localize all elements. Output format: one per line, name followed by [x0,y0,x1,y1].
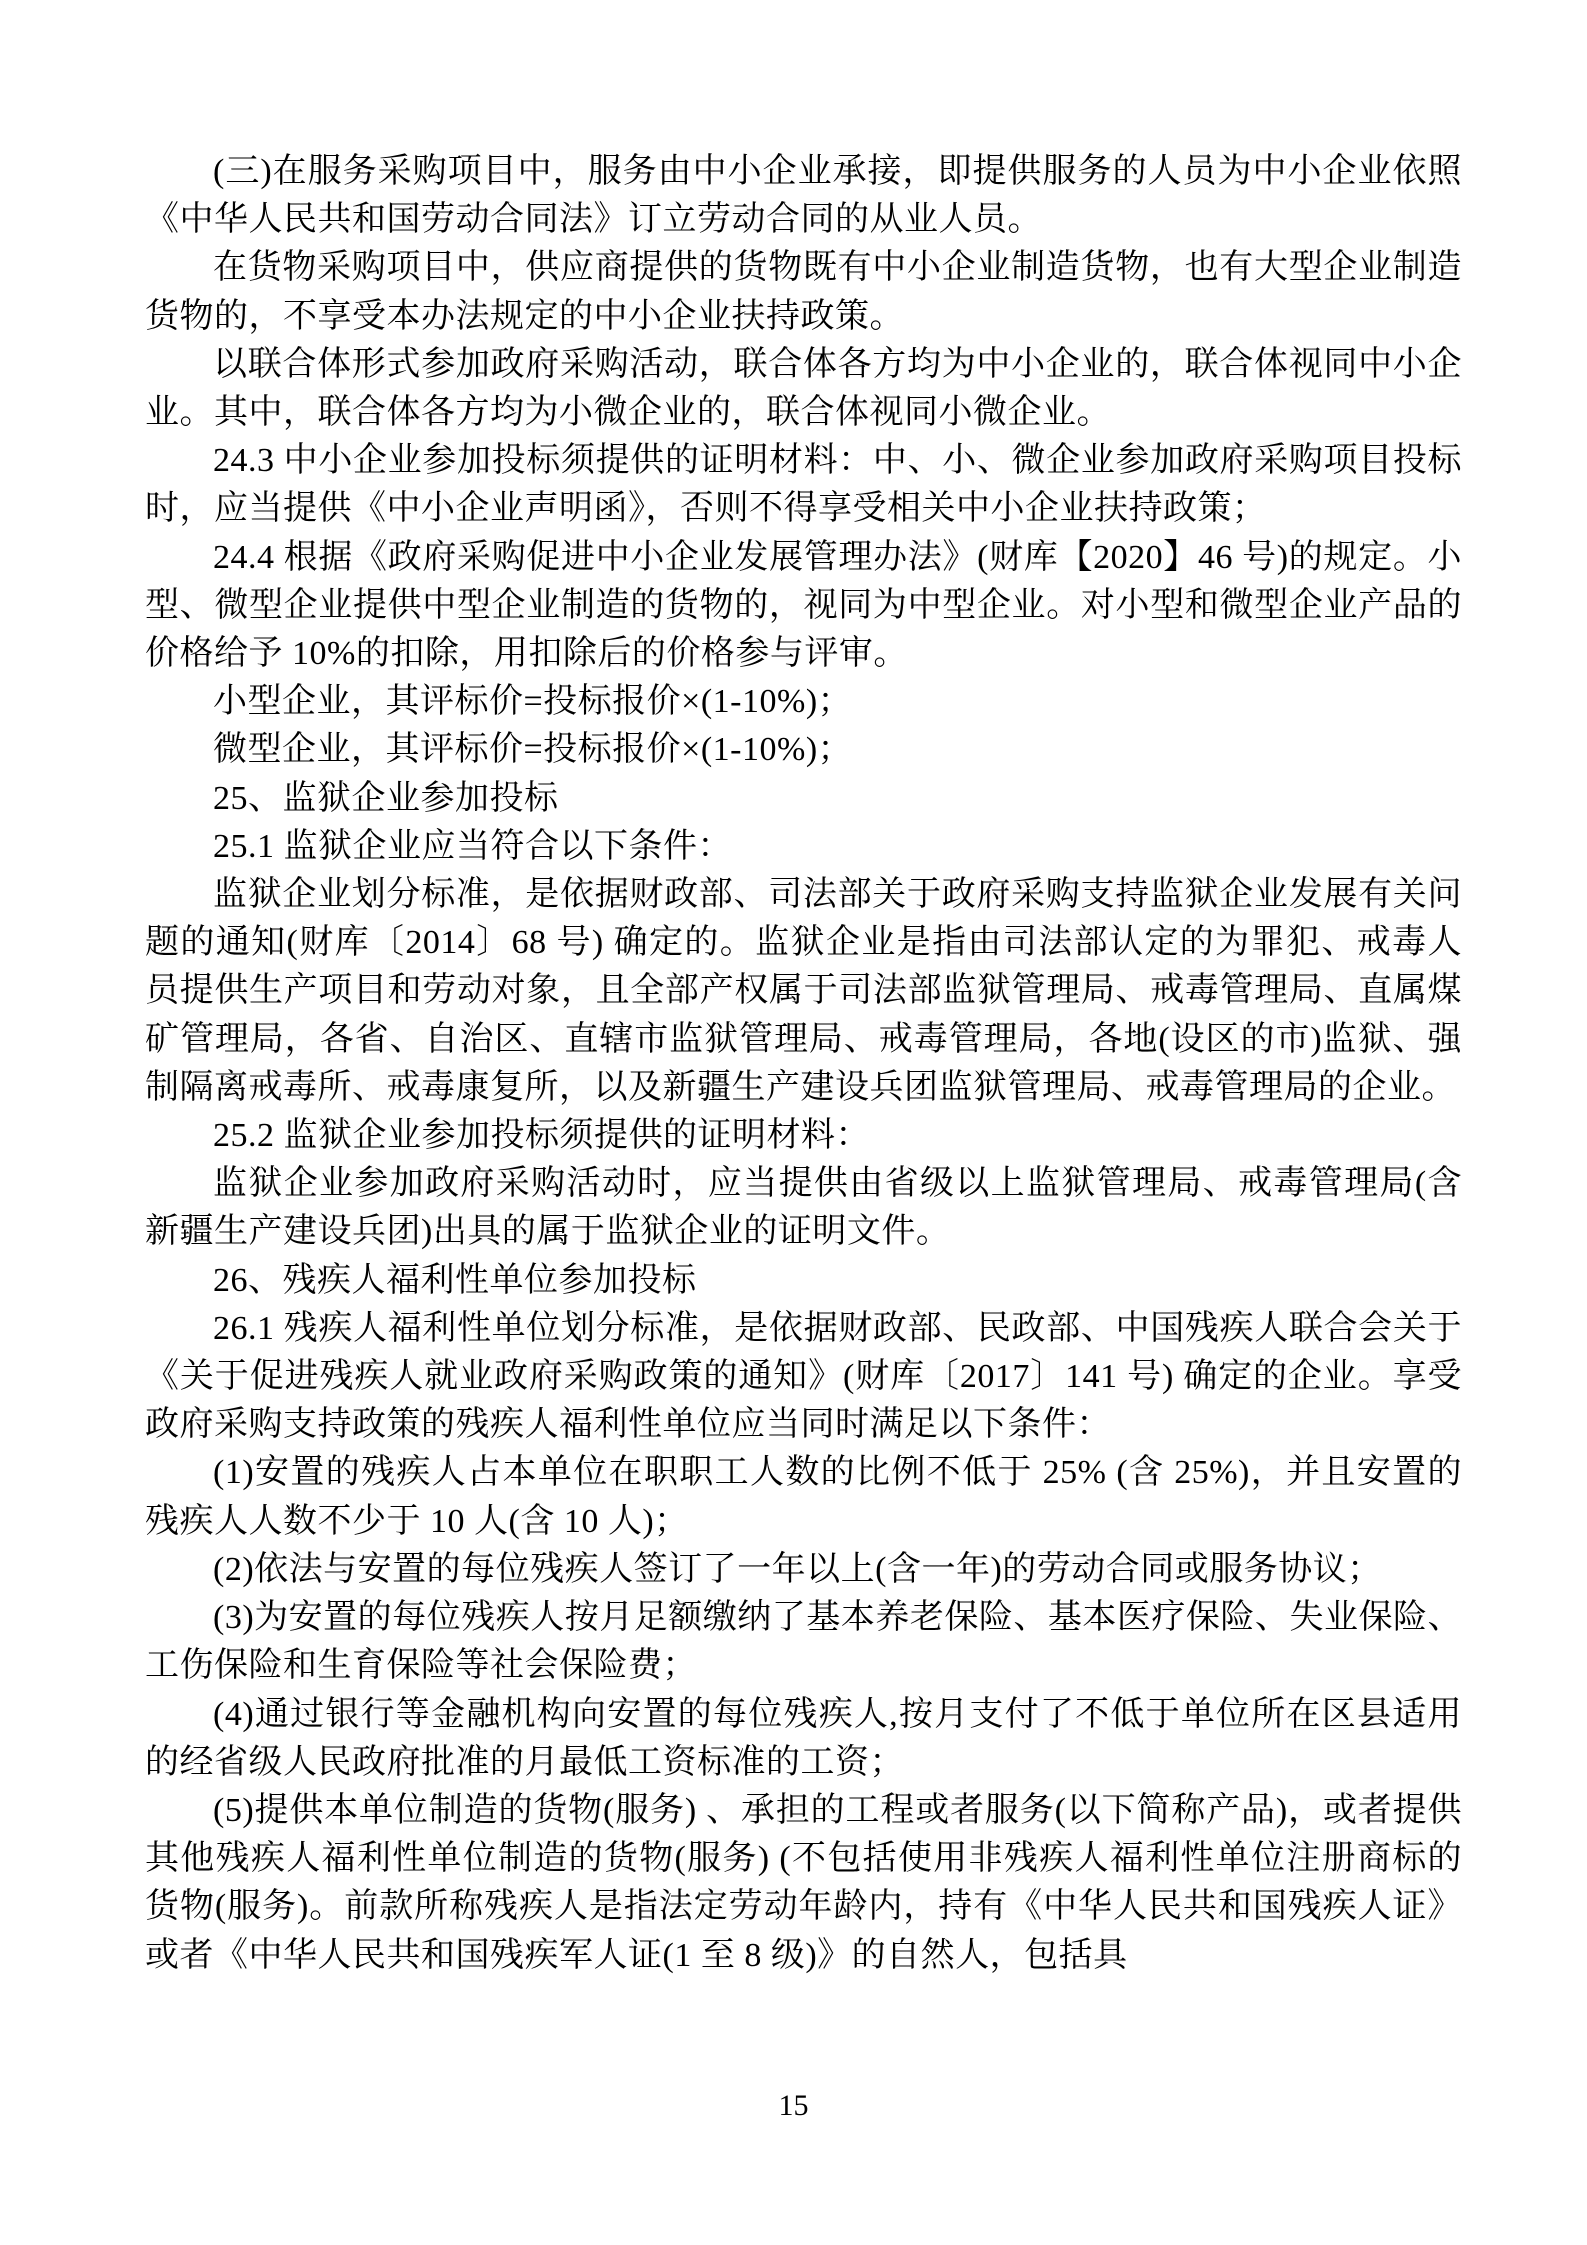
paragraph-clause-24-4: 24.4 根据《政府采购促进中小企业发展管理办法》(财库【2020】46 号)的规定。小型、微型企业提供中型企业制造的货物的，视同为中型企业。对小型和微型企业产品的价格给予 10%的扣除，用扣除后的价格参与评审。 [145,538,1462,673]
paragraph-consortium: 以联合体形式参加政府采购活动，联合体各方均为中小企业的，联合体视同中小企业。其中，联合体各方均为小微企业的，联合体视同小微企业。 [145,345,1462,432]
paragraph-condition-2: (2)依法与安置的每位残疾人签订了一年以上(含一年)的劳动合同或服务协议； [213,1550,1382,1588]
paragraph-condition-3: (3)为安置的每位残疾人按月足额缴纳了基本养老保险、基本医疗保险、失业保险、工伤保险和生育保险等社会保险费； [145,1599,1462,1685]
paragraph-condition-5: (5)提供本单位制造的货物(服务) 、承担的工程或者服务(以下简称产品)，或者提供其他残疾人福利性单位制造的货物(服务) (不包括使用非残疾人福利性单位注册商标的货物(服务)。前款所称残疾人是指法定劳动年龄内，持有《中华人民共和国残疾人证》或者《中华人民共和国残疾军人证(1 至 8 级)》的自然人，包括具 [145,1791,1462,1974]
heading-clause-26: 26、残疾人福利性单位参加投标 [213,1261,697,1299]
paragraph-condition-1: (1)安置的残疾人占本单位在职职工人数的比例不低于 25% (含 25%)，并且安置的残疾人人数不少于 10 人(含 10 人)； [145,1454,1462,1540]
paragraph-prison-enterprise-certificate: 监狱企业参加政府采购活动时，应当提供由省级以上监狱管理局、戒毒管理局(含新疆生产建设兵团)出具的属于监狱企业的证明文件。 [145,1165,1462,1251]
page-number: 15 [778,2089,809,2122]
paragraph-goods-procurement: 在货物采购项目中，供应商提供的货物既有中小企业制造货物，也有大型企业制造货物的，不享受本办法规定的中小企业扶持政策。 [145,249,1462,335]
document-body [145,148,1462,1980]
paragraph-small-enterprise-formula: 小型企业，其评标价=投标报价×(1-10%)； [213,683,853,721]
paragraph-clause-26-1: 26.1 残疾人福利性单位划分标准，是依据财政部、民政部、中国残疾人联合会关于《关于促进残疾人就业政府采购政策的通知》(财库〔2017〕141 号) 确定的企业。享受政府采购支持政策的残疾人福利性单位应当同时满足以下条件： [145,1309,1462,1444]
paragraph-clause-25-1: 25.1 监狱企业应当符合以下条件： [213,827,732,865]
paragraph-condition-4: (4)通过银行等金融机构向安置的每位残疾人,按月支付了不低于单位所在区县适用的经省级人民政府批准的月最低工资标准的工资； [145,1695,1462,1781]
paragraph-clause-24-3: 24.3 中小企业参加投标须提供的证明材料：中、小、微企业参加政府采购项目投标时，应当提供《中小企业声明函》，否则不得享受相关中小企业扶持政策； [145,442,1462,528]
paragraph-micro-enterprise-formula: 微型企业，其评标价=投标报价×(1-10%)； [213,731,853,769]
paragraph-prison-enterprise-definition: 监狱企业划分标准，是依据财政部、司法部关于政府采购支持监狱企业发展有关问题的通知(财库〔2014〕68 号) 确定的。监狱企业是指由司法部认定的为罪犯、戒毒人员提供生产项目和劳动对象，且全部产权属于司法部监狱管理局、戒毒管理局、直属煤矿管理局，各省、自治区、直辖市监狱管理局、戒毒管理局，各地(设区的市)监狱、强制隔离戒毒所、戒毒康复所，以及新疆生产建设兵团监狱管理局、戒毒管理局的企业。 [145,876,1462,1106]
heading-clause-25: 25、监狱企业参加投标 [213,779,559,817]
paragraph-clause-25-2: 25.2 监狱企业参加投标须提供的证明材料： [213,1117,870,1155]
paragraph-clause-24-service-procurement: (三)在服务采购项目中，服务由中小企业承接，即提供服务的人员为中小企业依照《中华人民共和国劳动合同法》订立劳动合同的从业人员。 [145,153,1462,239]
